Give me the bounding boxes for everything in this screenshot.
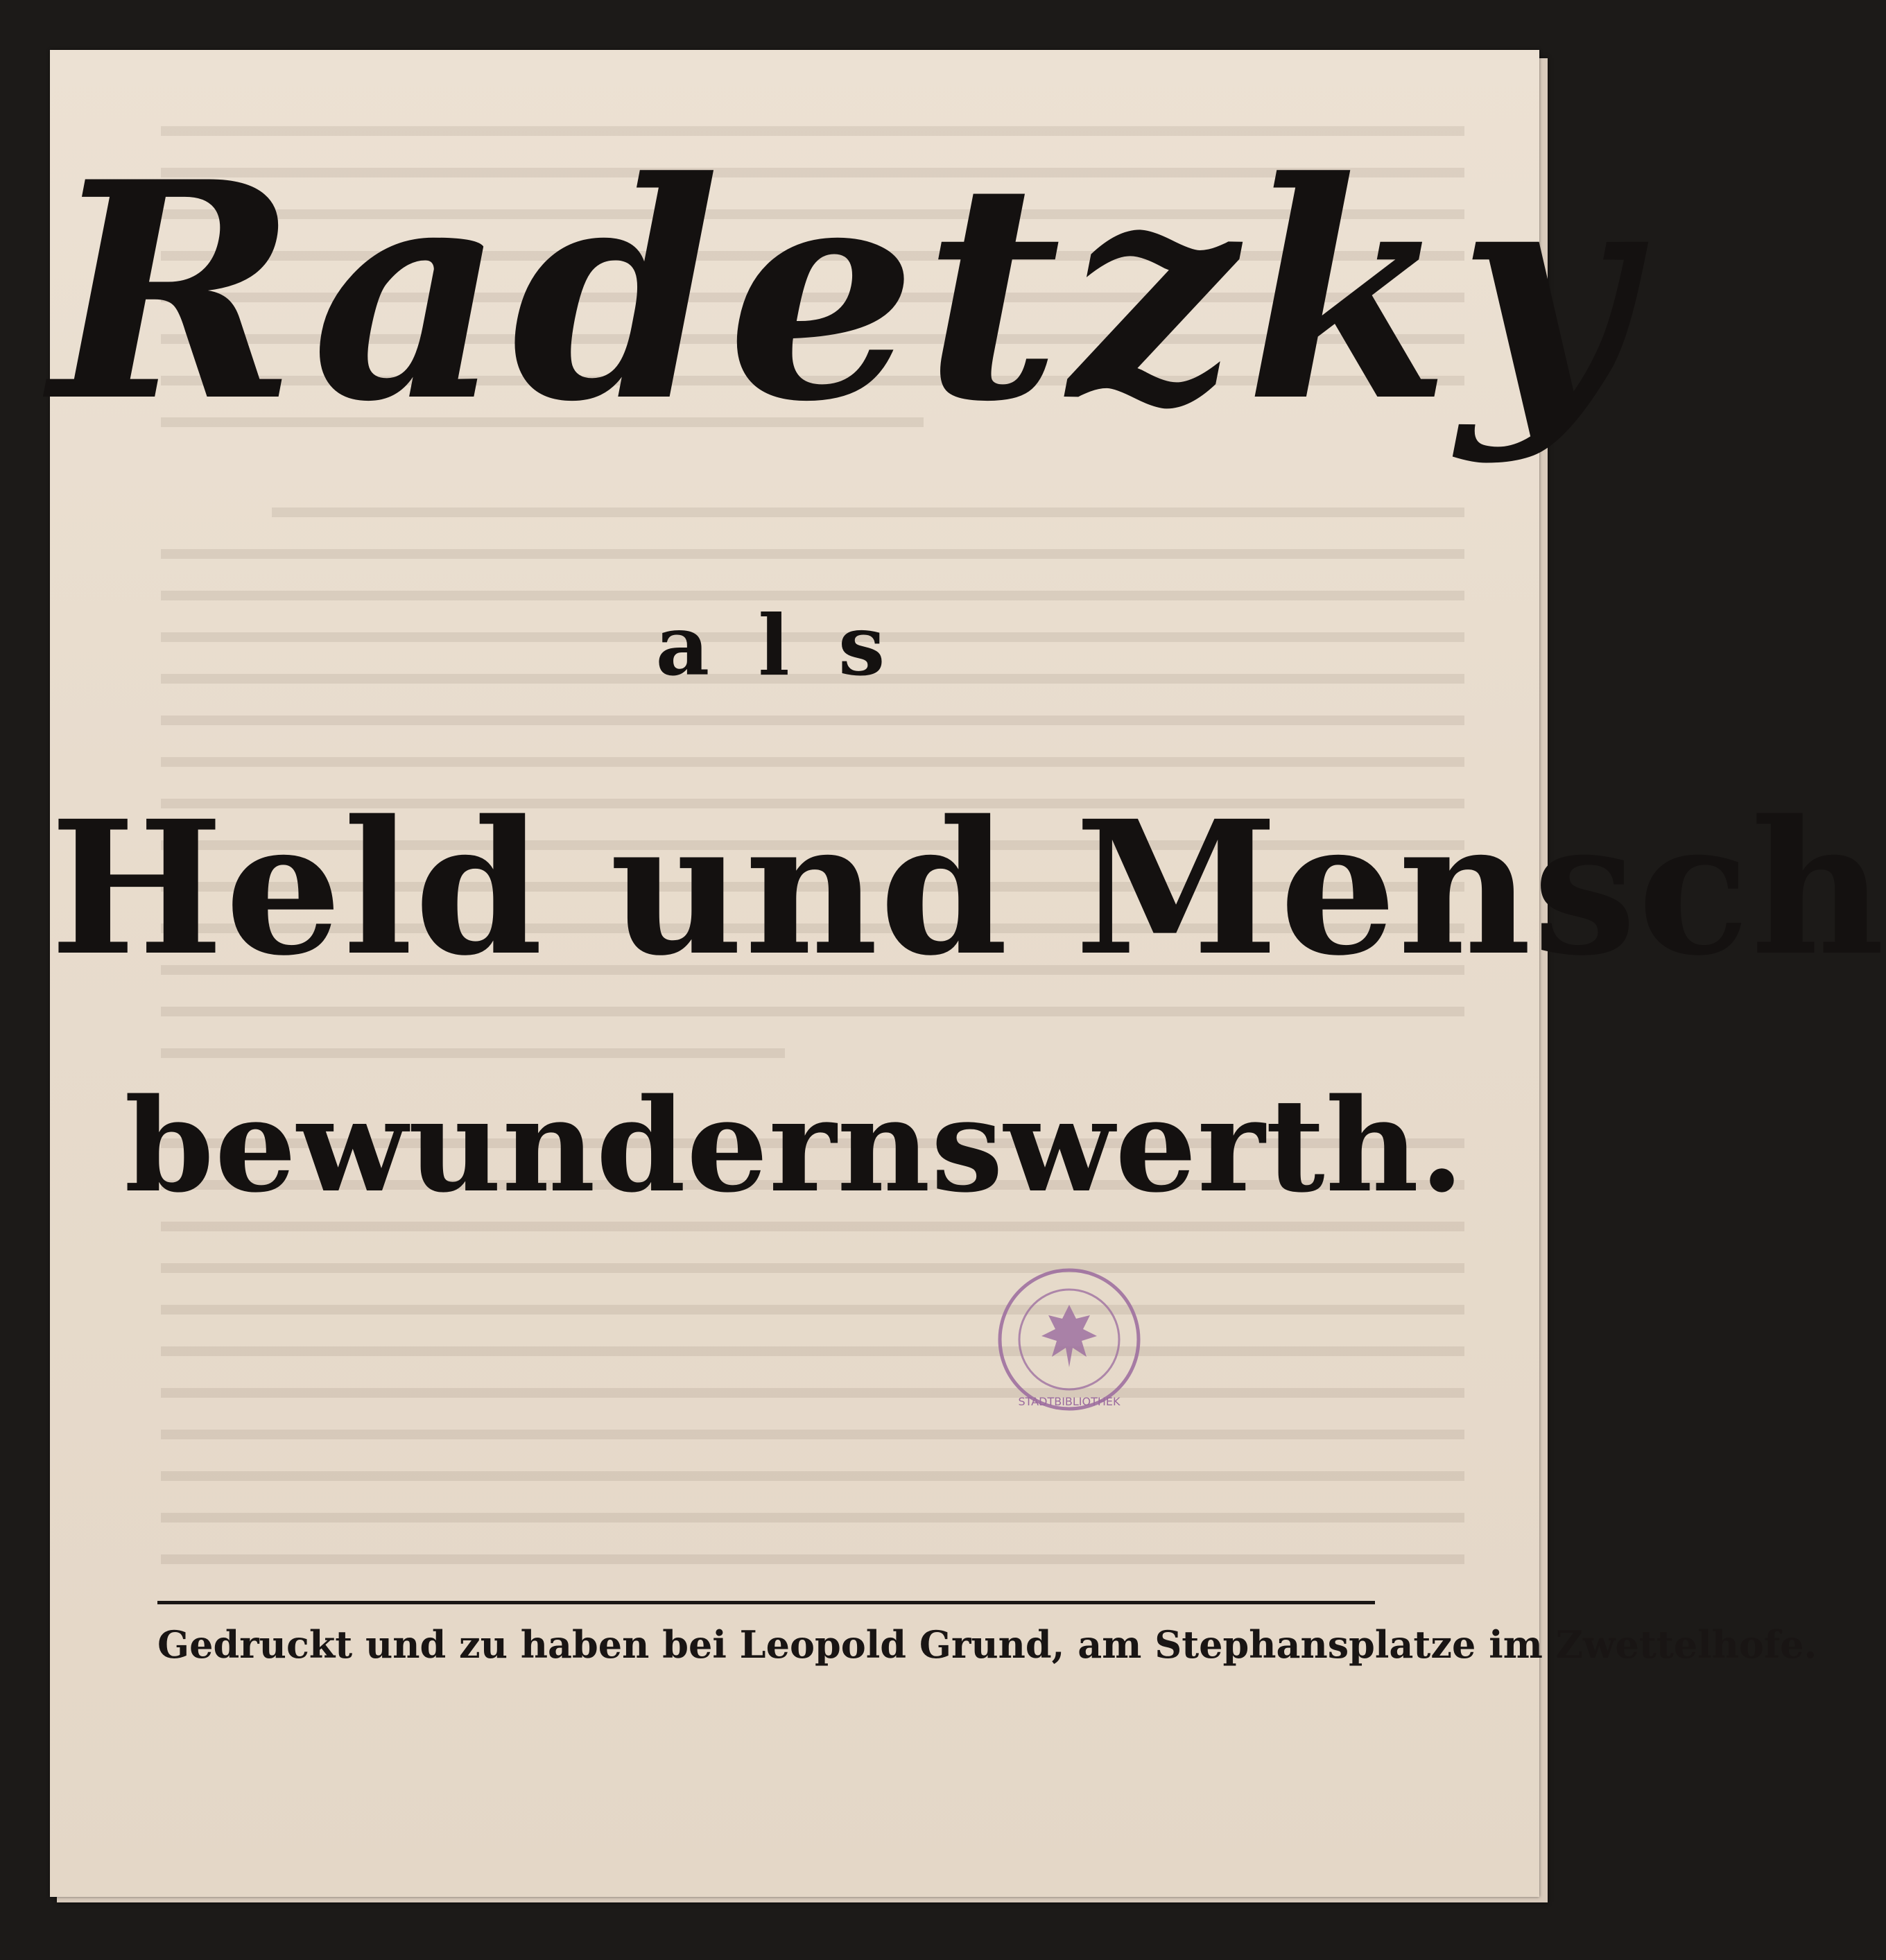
document-page [50, 50, 1886, 1897]
subtitle: Held und Mensch [50, 781, 1886, 996]
tagline: bewundernswerth. [124, 1070, 1465, 1221]
page-title: Radetzky [50, 117, 1638, 467]
stamp-label: STADTBIBLIOTHEK [1018, 1395, 1121, 1408]
library-stamp [993, 1263, 1145, 1416]
imprint-line: Gedruckt und zu haben bei Leopold Grund, am Stephansplatze im Zwettelhofe. [157, 1622, 1817, 1667]
divider-rule [157, 1601, 1375, 1604]
connector-word: als [655, 597, 934, 695]
